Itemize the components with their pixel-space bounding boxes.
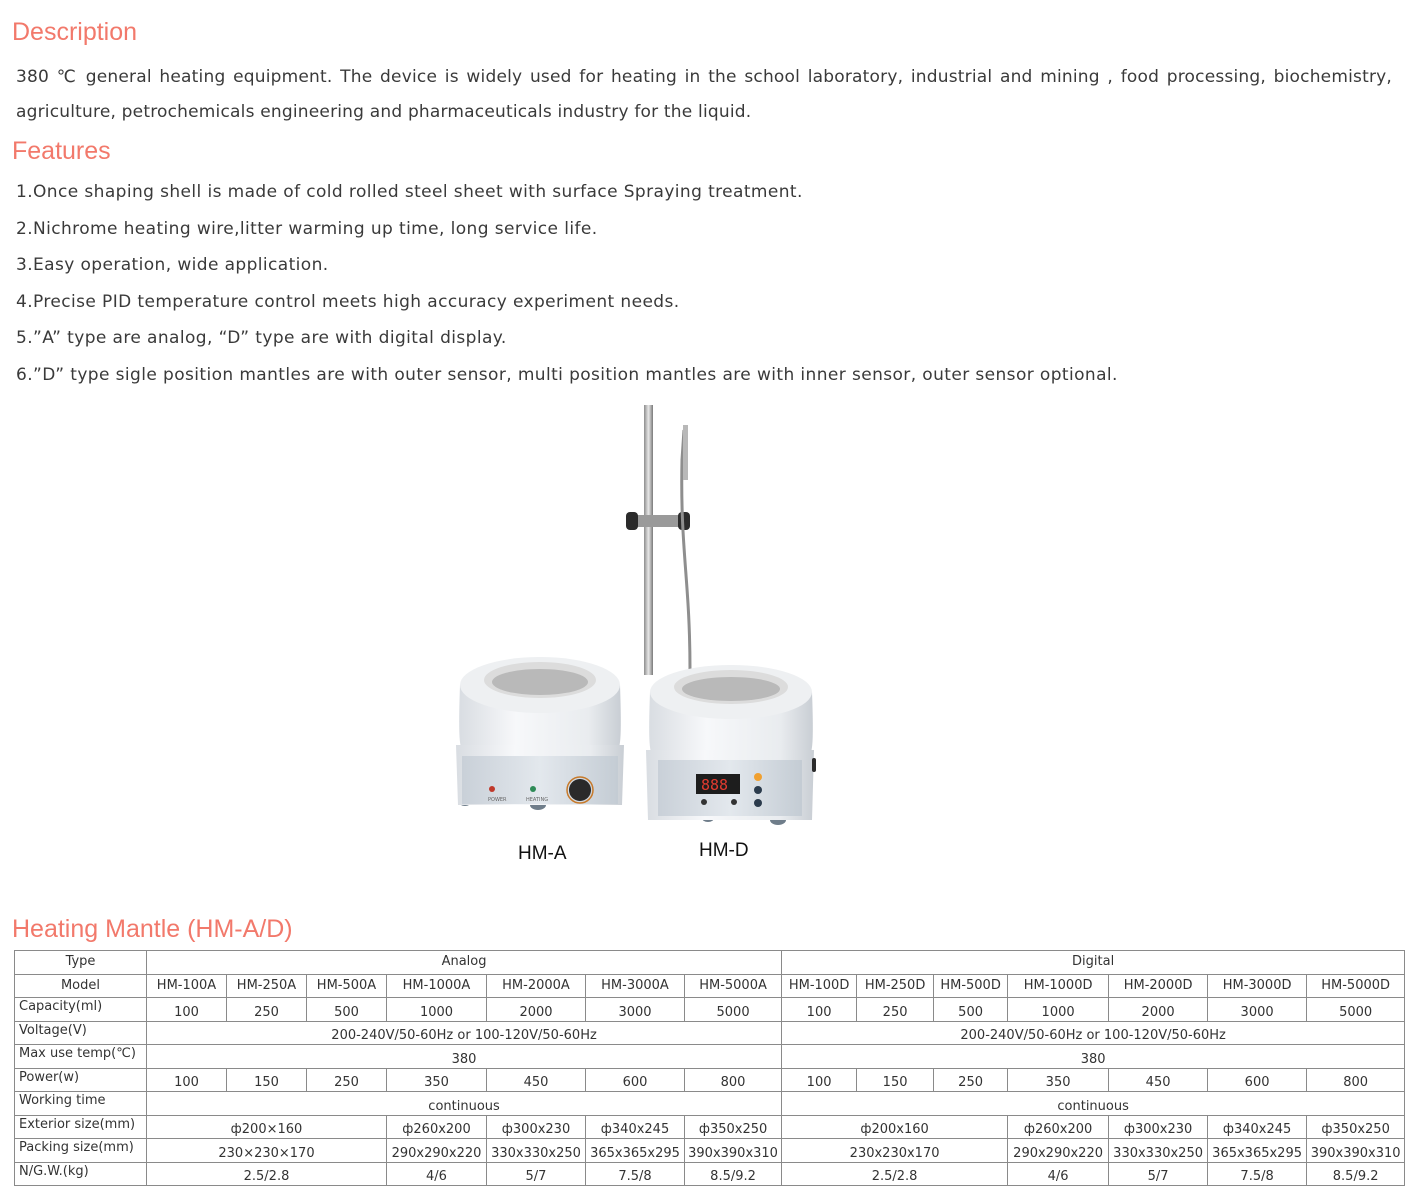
model-cell: HM-3000D <box>1208 974 1307 998</box>
exterior-cell: ф200x160 <box>782 1115 1008 1139</box>
table-row <box>15 998 1405 1022</box>
table-row <box>15 951 1405 975</box>
weight-cell: 7.5/8 <box>1208 1162 1307 1186</box>
power-cell: 100 <box>147 1068 227 1092</box>
exterior-cell: ф350x250 <box>685 1115 782 1139</box>
exterior-cell: ф350x250 <box>1307 1115 1405 1139</box>
capacity-cell: 5000 <box>1307 998 1405 1022</box>
capacity-cell: 3000 <box>586 998 685 1022</box>
power-cell: 600 <box>586 1068 685 1092</box>
capacity-label: Capacity(ml) <box>15 998 147 1022</box>
weight-cell: 8.5/9.2 <box>685 1162 782 1186</box>
power-cell: 450 <box>487 1068 586 1092</box>
packing-cell: 230×230×170 <box>147 1139 387 1163</box>
model-label: Model <box>15 974 147 998</box>
table-row <box>15 1021 1405 1045</box>
caption-hm-a: HM-A <box>518 843 567 864</box>
model-cell: HM-2000D <box>1109 974 1208 998</box>
model-cell: HM-100A <box>147 974 227 998</box>
capacity-cell: 5000 <box>685 998 782 1022</box>
weight-cell: 8.5/9.2 <box>1307 1162 1405 1186</box>
feature-item: 2.Nichrome heating wire,litter warming up time, long service life. <box>16 218 598 239</box>
heating-label: HEATING <box>526 797 549 803</box>
exterior-cell: ф340x245 <box>1208 1115 1307 1139</box>
max-temp-label: Max use temp(℃) <box>15 1045 147 1069</box>
power-cell: 150 <box>857 1068 934 1092</box>
power-cell: 600 <box>1208 1068 1307 1092</box>
power-cell: 450 <box>1109 1068 1208 1092</box>
power-cell: 150 <box>227 1068 307 1092</box>
knob-icon <box>569 779 591 801</box>
working-time-label: Working time <box>15 1092 147 1116</box>
digital-header: Digital <box>782 951 1405 975</box>
weight-cell: 5/7 <box>487 1162 586 1186</box>
packing-cell: 290x290x220 <box>387 1139 487 1163</box>
capacity-cell: 250 <box>857 998 934 1022</box>
product-photo <box>440 400 840 870</box>
table-row <box>15 1092 1405 1116</box>
voltage-cell: 200-240V/50-60Hz or 100-120V/50-60Hz <box>782 1021 1405 1045</box>
caption-hm-d: HM-D <box>699 840 749 861</box>
power-label: Power(w) <box>15 1068 147 1092</box>
packing-cell: 330x330x250 <box>487 1139 586 1163</box>
feature-item: 5.”A” type are analog, “D” type are with digital display. <box>16 328 507 349</box>
exterior-cell: ф200×160 <box>147 1115 387 1139</box>
model-cell: HM-2000A <box>487 974 586 998</box>
exterior-cell: ф260x200 <box>1008 1115 1109 1139</box>
capacity-cell: 1000 <box>387 998 487 1022</box>
power-cell: 800 <box>1307 1068 1405 1092</box>
packing-cell: 365x365x295 <box>1208 1139 1307 1163</box>
working-time-cell: continuous <box>147 1092 782 1116</box>
capacity-cell: 2000 <box>1109 998 1208 1022</box>
model-cell: HM-500D <box>934 974 1008 998</box>
capacity-cell: 100 <box>147 998 227 1022</box>
table-row <box>15 1045 1405 1069</box>
type-label: Type <box>15 951 147 975</box>
weight-cell: 4/6 <box>1008 1162 1109 1186</box>
power-cell: 350 <box>387 1068 487 1092</box>
weight-cell: 7.5/8 <box>586 1162 685 1186</box>
voltage-cell: 200-240V/50-60Hz or 100-120V/50-60Hz <box>147 1021 782 1045</box>
exterior-label: Exterior size(mm) <box>15 1115 147 1139</box>
capacity-cell: 1000 <box>1008 998 1109 1022</box>
packing-cell: 390x390x310 <box>685 1139 782 1163</box>
model-cell: HM-3000A <box>586 974 685 998</box>
packing-cell: 330x330x250 <box>1109 1139 1208 1163</box>
exterior-cell: ф340x245 <box>586 1115 685 1139</box>
power-cell: 350 <box>1008 1068 1109 1092</box>
model-cell: HM-250D <box>857 974 934 998</box>
packing-cell: 230x230x170 <box>782 1139 1008 1163</box>
description-text: 380 ℃ general heating equipment. The device is widely used for heating in the school laboratory, industrial and mining , food processing, biochemistry, agriculture, petrochemicals engineering and pharmaceuticals industry for the liquid. <box>16 67 1392 122</box>
table-row <box>15 974 1405 998</box>
feature-item: 4.Precise PID temperature control meets high accuracy experiment needs. <box>16 291 680 312</box>
capacity-cell: 500 <box>934 998 1008 1022</box>
spec-table <box>14 950 1405 1186</box>
weight-cell: 2.5/2.8 <box>147 1162 387 1186</box>
weight-label: N/G.W.(kg) <box>15 1162 147 1186</box>
analog-header: Analog <box>147 951 782 975</box>
power-cell: 100 <box>782 1068 857 1092</box>
model-cell: HM-250A <box>227 974 307 998</box>
description-heading: Description <box>12 18 138 46</box>
model-cell: HM-5000A <box>685 974 782 998</box>
feature-item: 3.Easy operation, wide application. <box>16 255 329 276</box>
model-cell: HM-100D <box>782 974 857 998</box>
digital-readout: 888 <box>701 776 729 794</box>
capacity-cell: 2000 <box>487 998 586 1022</box>
hm-a-unit <box>456 657 624 810</box>
max-temp-cell: 380 <box>782 1045 1405 1069</box>
table-row <box>15 1068 1405 1092</box>
table-row <box>15 1162 1405 1186</box>
table-heading: Heating Mantle (HM-A/D) <box>12 915 293 943</box>
model-cell: HM-5000D <box>1307 974 1405 998</box>
table-row <box>15 1115 1405 1139</box>
power-cell: 250 <box>307 1068 387 1092</box>
weight-cell: 4/6 <box>387 1162 487 1186</box>
packing-cell: 365x365x295 <box>586 1139 685 1163</box>
voltage-label: Voltage(V) <box>15 1021 147 1045</box>
exterior-cell: ф300x230 <box>487 1115 586 1139</box>
packing-label: Packing size(mm) <box>15 1139 147 1163</box>
features-list <box>16 174 1118 394</box>
features-heading: Features <box>12 137 111 165</box>
model-cell: HM-1000A <box>387 974 487 998</box>
packing-cell: 390x390x310 <box>1307 1139 1405 1163</box>
capacity-cell: 500 <box>307 998 387 1022</box>
capacity-cell: 100 <box>782 998 857 1022</box>
exterior-cell: ф260x200 <box>387 1115 487 1139</box>
feature-item: 1.Once shaping shell is made of cold rolled steel sheet with surface Spraying treatment. <box>16 182 803 202</box>
weight-cell: 5/7 <box>1109 1162 1208 1186</box>
hm-d-unit <box>646 665 816 825</box>
table-row <box>15 1139 1405 1163</box>
feature-item: 6.”D” type sigle position mantles are with outer sensor, multi position mantles are with inner sensor, outer sensor optional. <box>16 364 1118 385</box>
power-cell: 800 <box>685 1068 782 1092</box>
exterior-cell: ф300x230 <box>1109 1115 1208 1139</box>
power-cell: 250 <box>934 1068 1008 1092</box>
capacity-cell: 3000 <box>1208 998 1307 1022</box>
working-time-cell: continuous <box>782 1092 1405 1116</box>
weight-cell: 2.5/2.8 <box>782 1162 1008 1186</box>
model-cell: HM-500A <box>307 974 387 998</box>
stand-rod <box>626 405 690 675</box>
max-temp-cell: 380 <box>147 1045 782 1069</box>
packing-cell: 290x290x220 <box>1008 1139 1109 1163</box>
capacity-cell: 250 <box>227 998 307 1022</box>
power-label: POWER <box>488 797 507 803</box>
model-cell: HM-1000D <box>1008 974 1109 998</box>
